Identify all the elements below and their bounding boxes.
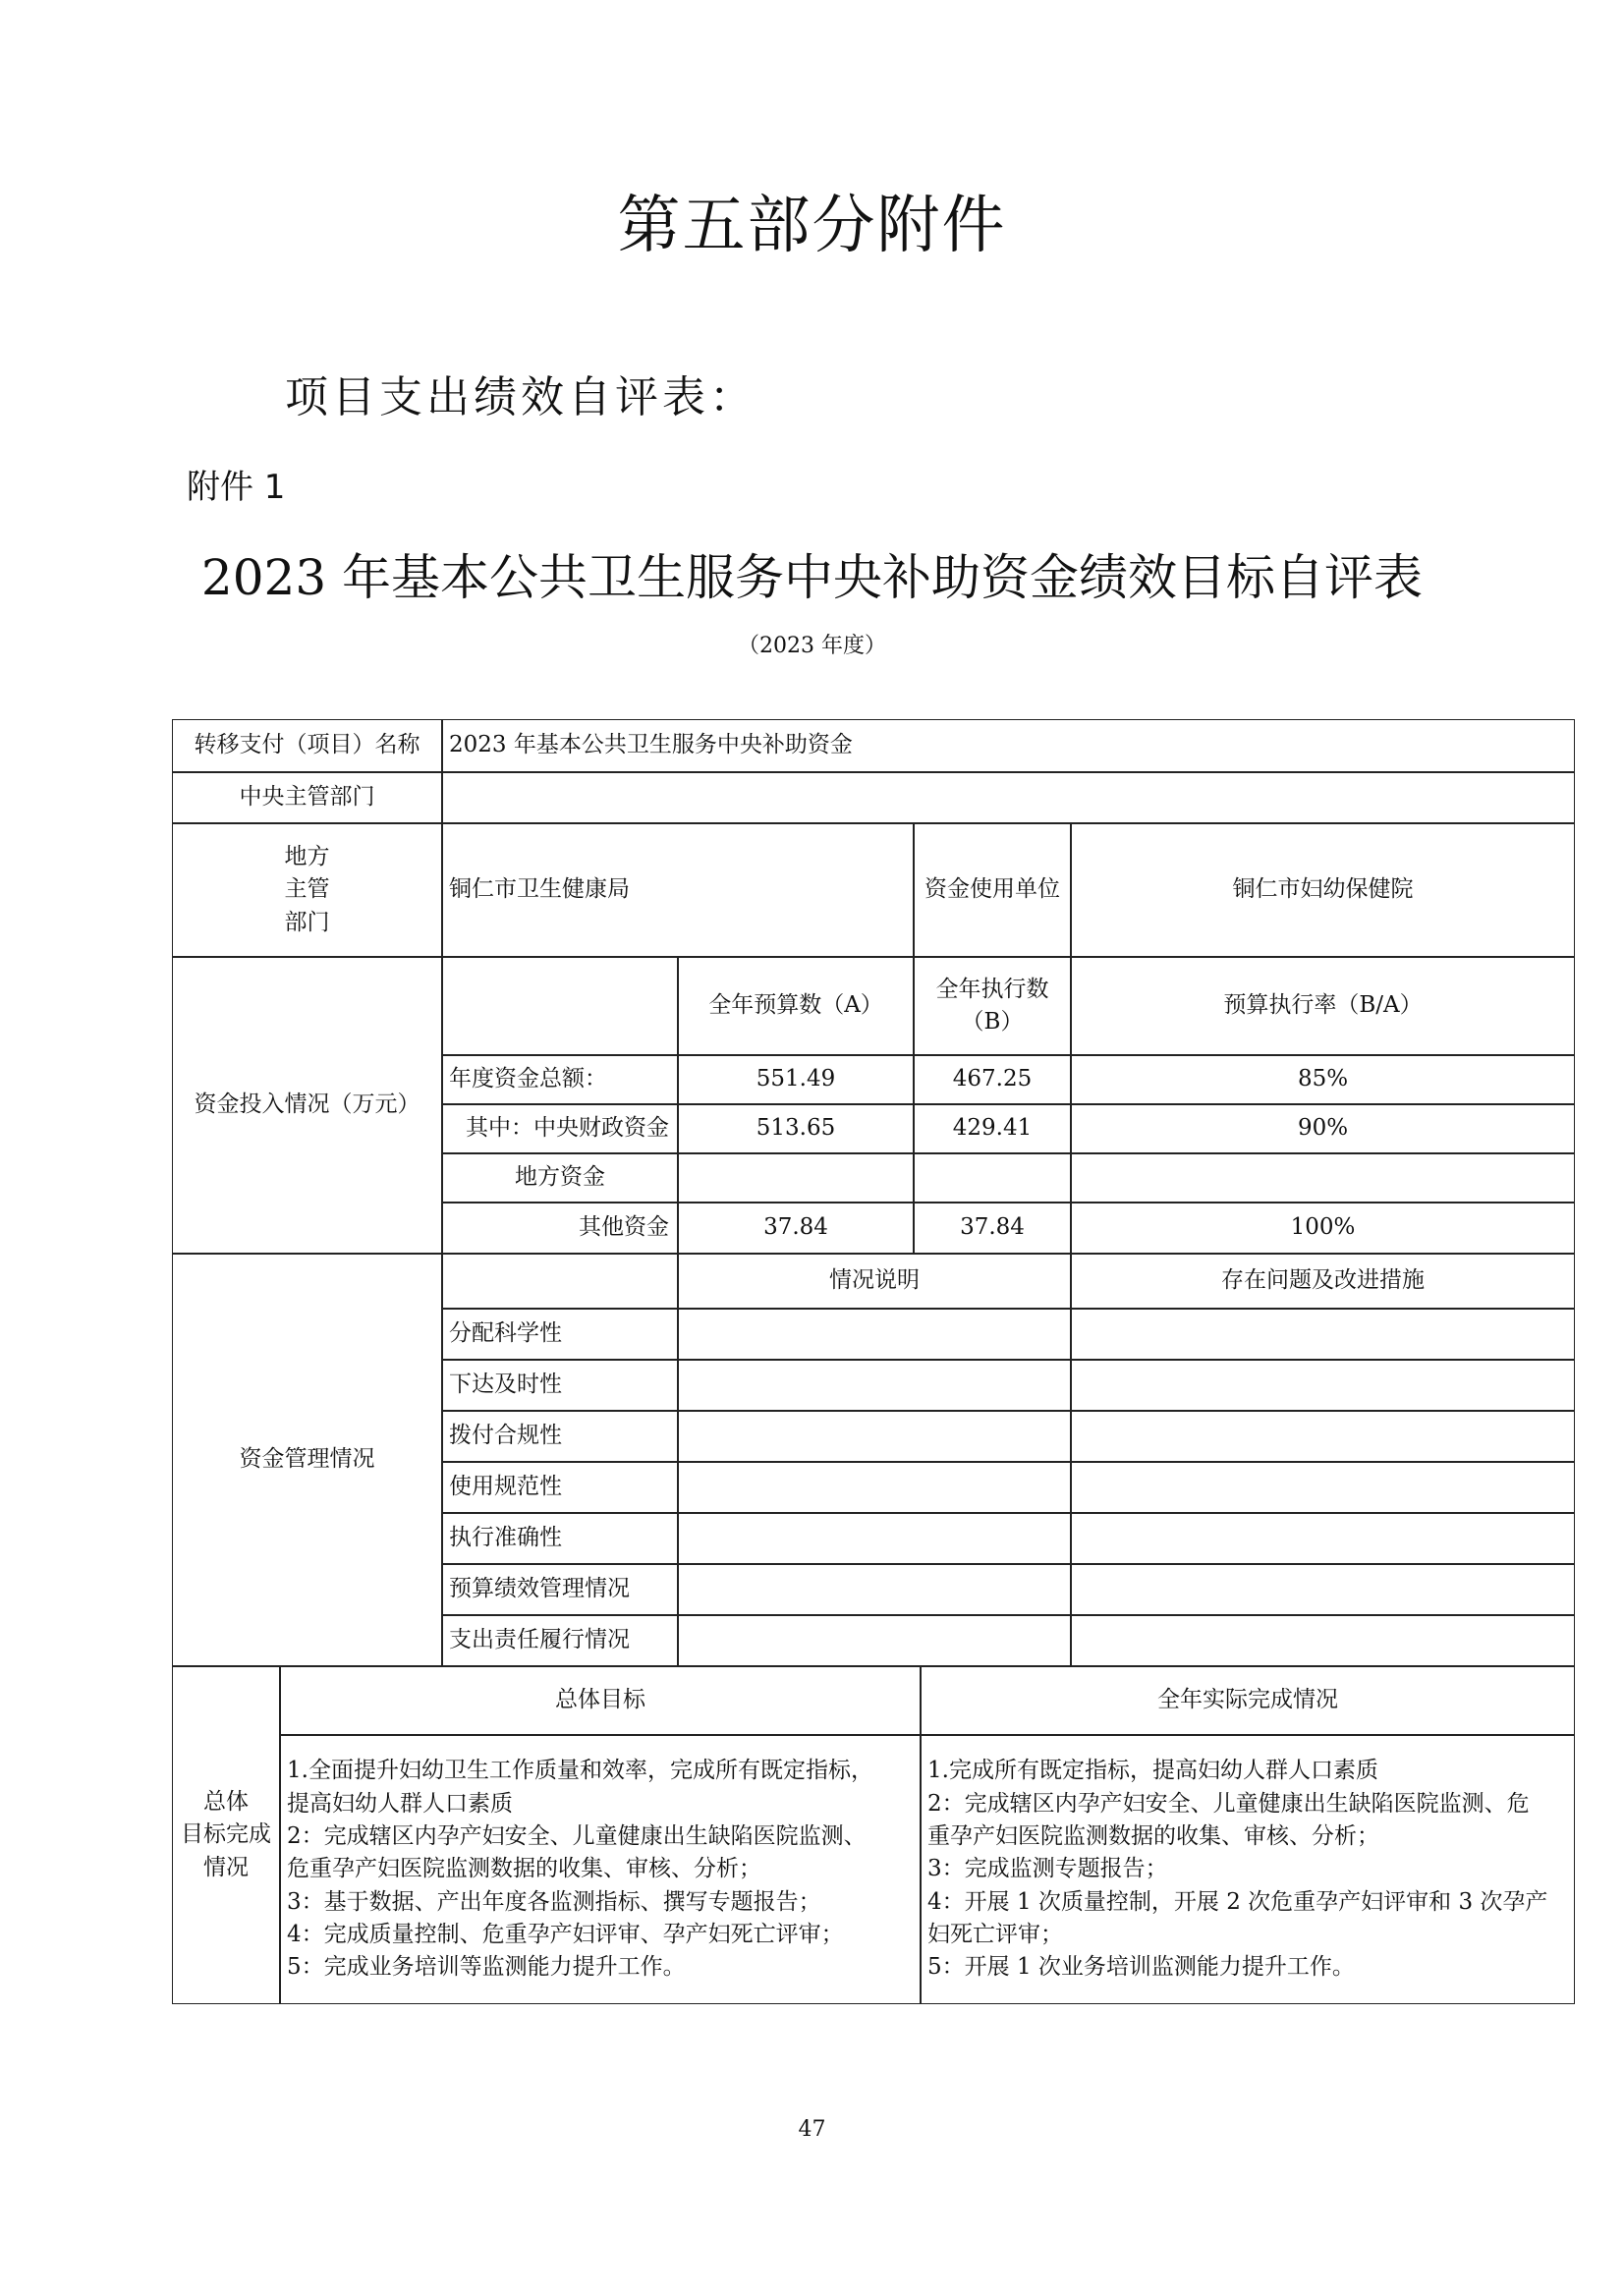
management-row-label: 使用规范性 bbox=[442, 1462, 678, 1513]
col-actual: 全年实际完成情况 bbox=[921, 1666, 1575, 1735]
year-note: （2023 年度） bbox=[738, 634, 886, 658]
management-row-desc bbox=[678, 1411, 1071, 1462]
goals-section-label bbox=[172, 1666, 280, 2004]
main-title: 2023 年基本公共卫生服务中央补助资金绩效目标自评表 bbox=[200, 549, 1424, 606]
actual-line: 重孕产妇医院监测数据的收集、审核、分析； bbox=[927, 1822, 1379, 1849]
management-row-label: 预算绩效管理情况 bbox=[442, 1564, 678, 1615]
invest-row-budget: 37.84 bbox=[678, 1203, 914, 1254]
invest-row-exec: 37.84 bbox=[914, 1203, 1071, 1254]
actual-text bbox=[921, 1735, 1575, 2004]
management-row-desc bbox=[678, 1360, 1071, 1411]
evaluation-table bbox=[172, 719, 1575, 2004]
management-row-desc bbox=[678, 1513, 1071, 1564]
invest-row-label: 年度资金总额： bbox=[442, 1055, 678, 1104]
local-dept-label-line: 部门 bbox=[284, 909, 330, 935]
goal-line: 5：完成业务培训等监测能力提升工作。 bbox=[287, 1954, 686, 1981]
goal-line: 1.全面提升妇幼卫生工作质量和效率，完成所有既定指标， bbox=[287, 1758, 873, 1784]
management-row-label: 支出责任履行情况 bbox=[442, 1615, 678, 1666]
col-budget: 全年预算数（A） bbox=[678, 957, 914, 1055]
management-row-issue bbox=[1071, 1615, 1575, 1666]
management-row-desc bbox=[678, 1564, 1071, 1615]
local-dept-value: 铜仁市卫生健康局 bbox=[442, 823, 914, 957]
invest-row-exec bbox=[914, 1153, 1071, 1203]
goal-line: 提高妇幼人群人口素质 bbox=[287, 1790, 513, 1817]
investment-header-blank bbox=[442, 957, 678, 1055]
project-value: 2023 年基本公共卫生服务中央补助资金 bbox=[442, 719, 1575, 772]
management-row-desc bbox=[678, 1615, 1071, 1666]
goals-section-label-line: 总体 bbox=[203, 1788, 249, 1815]
management-row-desc bbox=[678, 1462, 1071, 1513]
investment-section-label: 资金投入情况（万元） bbox=[172, 957, 442, 1254]
central-dept-label: 中央主管部门 bbox=[172, 772, 442, 823]
invest-row-exec: 429.41 bbox=[914, 1104, 1071, 1153]
actual-line: 妇死亡评审； bbox=[927, 1922, 1063, 1948]
actual-line: 4：开展 1 次质量控制，开展 2 次危重孕产妇评审和 3 次孕产 bbox=[927, 1888, 1548, 1915]
invest-row-budget: 513.65 bbox=[678, 1104, 914, 1153]
management-row-issue bbox=[1071, 1411, 1575, 1462]
col-exec-line: 全年执行数 bbox=[935, 976, 1049, 1002]
fund-unit-label: 资金使用单位 bbox=[914, 823, 1071, 957]
col-issue: 存在问题及改进措施 bbox=[1071, 1254, 1575, 1309]
actual-line: 2：完成辖区内孕产妇安全、儿童健康出生缺陷医院监测、危 bbox=[927, 1790, 1530, 1817]
col-rate: 预算执行率（B/A） bbox=[1071, 957, 1575, 1055]
goals-section-label-line: 目标完成 bbox=[181, 1821, 271, 1848]
sub-title: 项目支出绩效自评表： bbox=[285, 372, 756, 422]
goal-line: 2：完成辖区内孕产妇安全、儿童健康出生缺陷医院监测、 bbox=[287, 1822, 867, 1849]
actual-line: 1.完成所有既定指标，提高妇幼人群人口素质 bbox=[927, 1758, 1378, 1784]
management-row-label: 拨付合规性 bbox=[442, 1411, 678, 1462]
invest-row-rate bbox=[1071, 1153, 1575, 1203]
attachment-label: 附件 1 bbox=[187, 468, 286, 507]
invest-row-label: 其中：中央财政资金 bbox=[442, 1104, 678, 1153]
management-row-desc bbox=[678, 1309, 1071, 1360]
goal-line: 4：完成质量控制、危重孕产妇评审、孕产妇死亡评审； bbox=[287, 1922, 844, 1948]
invest-row-budget bbox=[678, 1153, 914, 1203]
col-exec-line: （B） bbox=[961, 1009, 1024, 1035]
invest-row-exec: 467.25 bbox=[914, 1055, 1071, 1104]
management-row-label: 下达及时性 bbox=[442, 1360, 678, 1411]
fund-unit-value: 铜仁市妇幼保健院 bbox=[1071, 823, 1575, 957]
invest-row-rate: 85% bbox=[1071, 1055, 1575, 1104]
invest-row-label: 地方资金 bbox=[442, 1153, 678, 1203]
management-section-label: 资金管理情况 bbox=[172, 1254, 442, 1666]
local-dept-label-line: 主管 bbox=[284, 876, 330, 903]
actual-line: 5：开展 1 次业务培训监测能力提升工作。 bbox=[927, 1954, 1355, 1981]
invest-row-label: 其他资金 bbox=[442, 1203, 678, 1254]
local-dept-label bbox=[172, 823, 442, 957]
col-exec bbox=[914, 957, 1071, 1055]
management-row-label: 执行准确性 bbox=[442, 1513, 678, 1564]
invest-row-rate: 100% bbox=[1071, 1203, 1575, 1254]
management-row-issue bbox=[1071, 1513, 1575, 1564]
col-desc: 情况说明 bbox=[678, 1254, 1071, 1309]
col-goal: 总体目标 bbox=[280, 1666, 921, 1735]
management-row-issue bbox=[1071, 1360, 1575, 1411]
goal-line: 危重孕产妇医院监测数据的收集、审核、分析； bbox=[287, 1856, 761, 1882]
management-row-issue bbox=[1071, 1309, 1575, 1360]
management-row-issue bbox=[1071, 1462, 1575, 1513]
page-number: 47 bbox=[798, 2117, 826, 2142]
part-title: 第五部分附件 bbox=[617, 190, 1007, 262]
management-row-label: 分配科学性 bbox=[442, 1309, 678, 1360]
management-row-issue bbox=[1071, 1564, 1575, 1615]
management-header-blank bbox=[442, 1254, 678, 1309]
goals-section-label-line: 情况 bbox=[203, 1854, 249, 1880]
invest-row-budget: 551.49 bbox=[678, 1055, 914, 1104]
goal-line: 3：基于数据、产出年度各监测指标、撰写专题报告； bbox=[287, 1888, 821, 1915]
local-dept-label-line: 地方 bbox=[284, 843, 330, 869]
project-label: 转移支付（项目）名称 bbox=[172, 719, 442, 772]
invest-row-rate: 90% bbox=[1071, 1104, 1575, 1153]
goal-text bbox=[280, 1735, 921, 2004]
actual-line: 3：完成监测专题报告； bbox=[927, 1856, 1168, 1882]
central-dept-value bbox=[442, 772, 1575, 823]
